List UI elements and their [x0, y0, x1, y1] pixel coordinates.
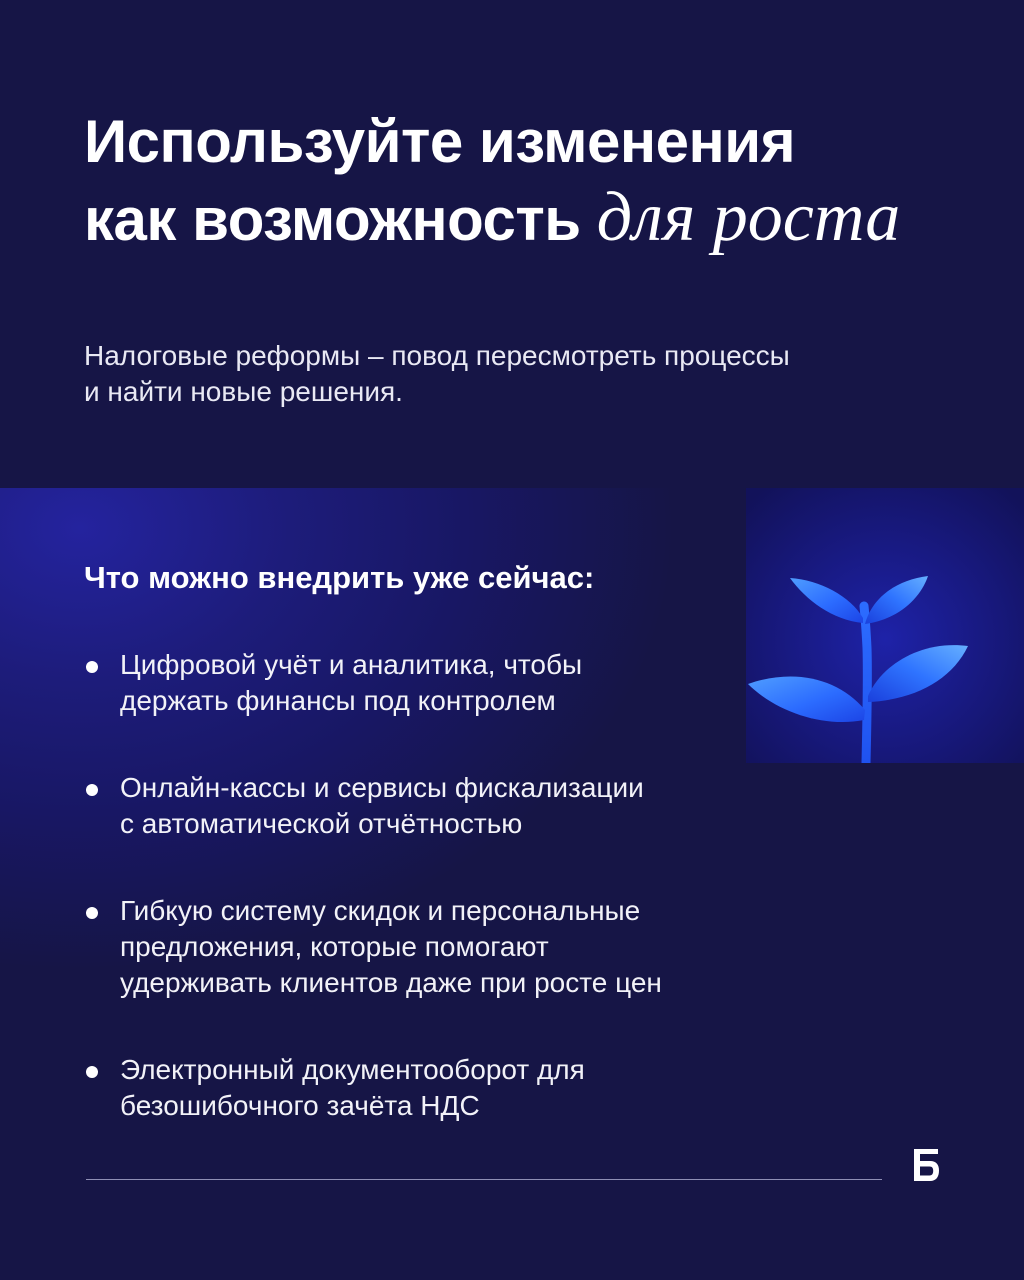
bullet-text — [120, 893, 810, 1001]
bullet-line: Электронный документооборот для — [120, 1054, 585, 1085]
bullet-dot-icon — [86, 1066, 98, 1078]
headline-line-1: Используйте изменения — [84, 108, 796, 175]
headline-accent-text: для роста — [596, 179, 901, 256]
b-letter-logo-icon — [912, 1148, 942, 1182]
headline-line-2 — [84, 180, 984, 258]
subtitle — [84, 338, 944, 410]
bullet-text — [120, 1052, 810, 1124]
bullet-line: Онлайн-кассы и сервисы фискализации — [120, 772, 644, 803]
bullet-dot-icon — [86, 907, 98, 919]
bullet-line: безошибочного зачёта НДС — [120, 1090, 480, 1121]
section-heading: Что можно внедрить уже сейчас: — [84, 560, 595, 595]
sprout-illustration — [746, 488, 1024, 763]
subtitle-line-1: Налоговые реформы – повод пересмотреть процессы — [84, 340, 790, 371]
bullet-line: Гибкую систему скидок и персональные — [120, 895, 641, 926]
bullet-line: держать финансы под контролем — [120, 685, 556, 716]
subtitle-line-2: и найти новые решения. — [84, 376, 403, 407]
bullet-text — [120, 770, 810, 842]
bullet-dot-icon — [86, 661, 98, 673]
headline — [84, 104, 984, 258]
bullet-dot-icon — [86, 784, 98, 796]
bullet-line: предложения, которые помогают — [120, 931, 549, 962]
headline-main-text: как возможность — [84, 186, 581, 253]
bullet-line: удерживать клиентов даже при росте цен — [120, 967, 662, 998]
bullet-text — [120, 647, 810, 719]
bullet-line: Цифровой учёт и аналитика, чтобы — [120, 649, 583, 680]
footer-divider — [86, 1179, 882, 1180]
bullet-line: с автоматической отчётностью — [120, 808, 523, 839]
